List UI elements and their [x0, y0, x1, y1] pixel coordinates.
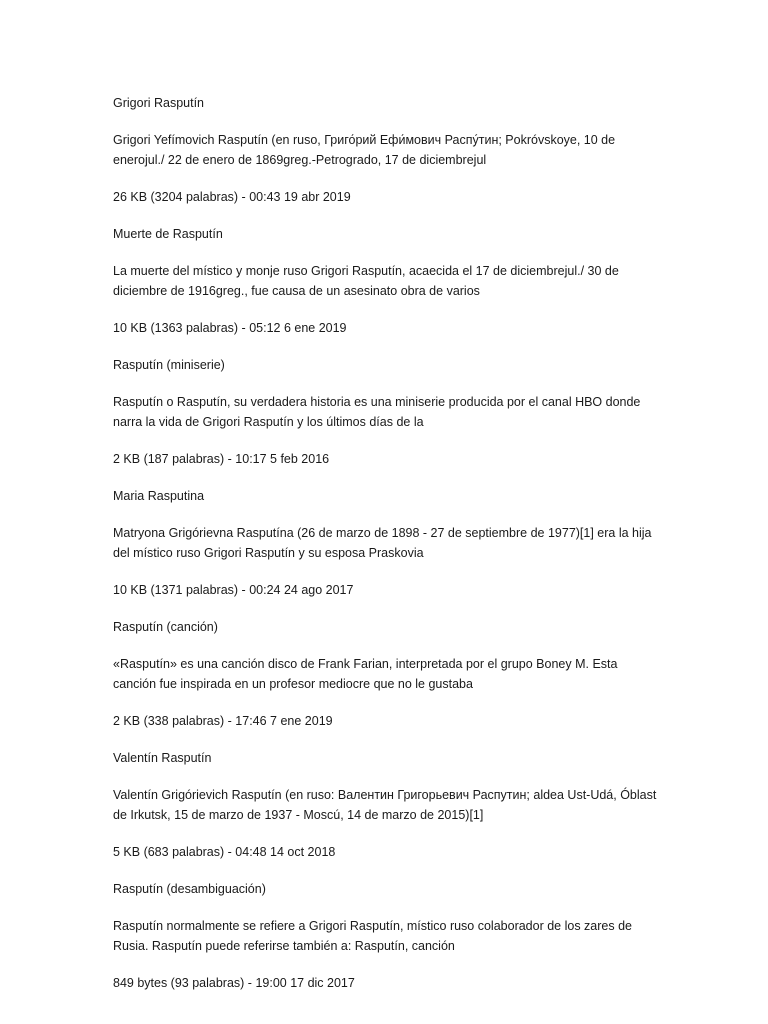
result-title: Rasputín (canción) — [113, 620, 218, 634]
result-meta: 849 bytes (93 palabras) - 19:00 17 dic 2017 — [113, 976, 355, 990]
result-title: Grigori Rasputín — [113, 96, 205, 110]
result-meta: 5 KB (683 palabras) - 04:48 14 oct 2018 — [113, 845, 336, 859]
result-snippet: Matryona Grigórievna Rasputína (26 de marzo de 1898 - 27 de septiembre de 1977)[1] era la hija del místico ruso Grigori Rasputín y su esposa Praskovia — [113, 526, 652, 560]
result-title: Valentín Rasputín — [113, 751, 212, 765]
result-snippet: Grigori Yefímovich Rasputín (en ruso, Григо́рий Ефи́мович Распу́тин; Pokróvskoye, 10 de enerojul./ 22 de enero de 1869greg.-Petrogrado, 17 de diciembrejul — [113, 133, 616, 167]
result-title: Muerte de Rasputín — [113, 227, 223, 241]
result-snippet: «Rasputín» es una canción disco de Frank Farian, interpretada por el grupo Boney M. Esta canción fue inspirada en un profesor mediocre que no le gustaba — [113, 657, 618, 691]
search-result — [113, 355, 658, 469]
search-result — [113, 93, 658, 207]
document-page — [113, 93, 658, 1010]
search-result — [113, 748, 658, 862]
result-snippet: Valentín Grigórievich Rasputín (en ruso: Валентин Григорьевич Распутин; aldea Ust-Udá, Óblast de Irkutsk, 15 de marzo de 1937 - Moscú, 14 de marzo de 2015)[1] — [113, 788, 657, 822]
search-result — [113, 879, 658, 993]
result-meta: 10 KB (1363 palabras) - 05:12 6 ene 2019 — [113, 321, 347, 335]
result-meta: 2 KB (187 palabras) - 10:17 5 feb 2016 — [113, 452, 330, 466]
result-title: Rasputín (desambiguación) — [113, 882, 266, 896]
search-result — [113, 486, 658, 600]
result-title: Rasputín (miniserie) — [113, 358, 225, 372]
result-meta: 2 KB (338 palabras) - 17:46 7 ene 2019 — [113, 714, 333, 728]
result-meta: 26 KB (3204 palabras) - 00:43 19 abr 2019 — [113, 190, 351, 204]
result-snippet: Rasputín normalmente se refiere a Grigori Rasputín, místico ruso colaborador de los zares de Rusia. Rasputín puede referirse también a: Rasputín, canción — [113, 919, 632, 953]
result-snippet: Rasputín o Rasputín, su verdadera historia es una miniserie producida por el canal HBO donde narra la vida de Grigori Rasputín y los últimos días de la — [113, 395, 641, 429]
result-meta: 10 KB (1371 palabras) - 00:24 24 ago 2017 — [113, 583, 354, 597]
search-result — [113, 224, 658, 338]
search-result — [113, 617, 658, 731]
result-title: Maria Rasputina — [113, 489, 205, 503]
result-snippet: La muerte del místico y monje ruso Grigori Rasputín, acaecida el 17 de diciembrejul./ 30 de diciembre de 1916greg., fue causa de un asesinato obra de varios — [113, 264, 619, 298]
